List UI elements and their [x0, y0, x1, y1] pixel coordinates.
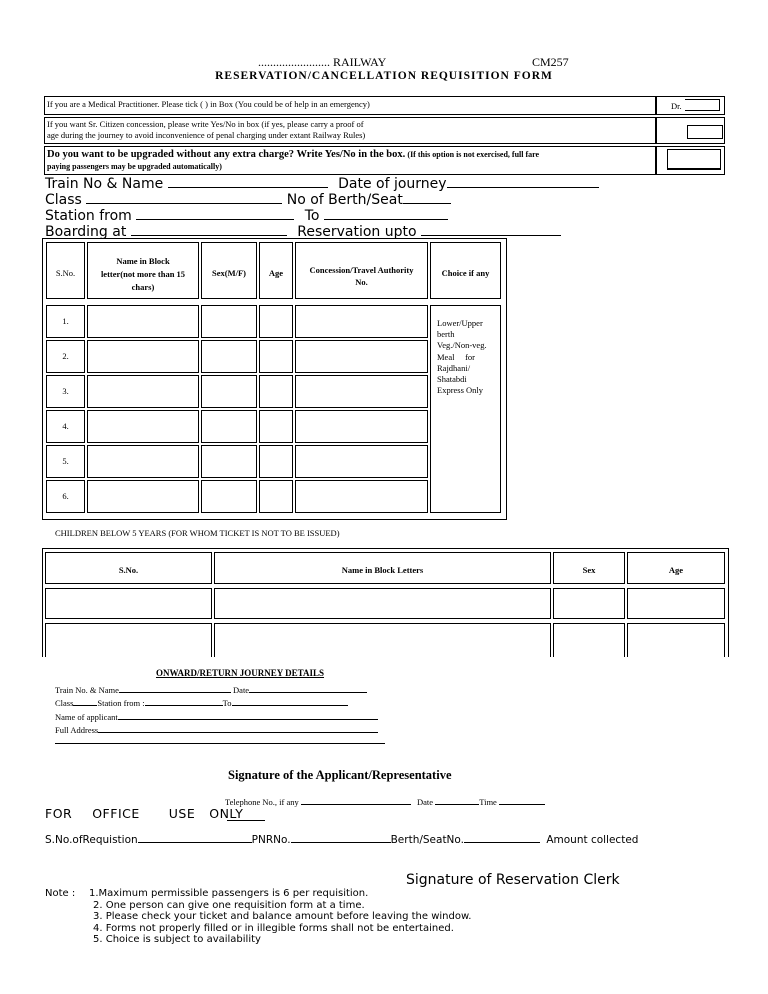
- child-sex-input[interactable]: [553, 623, 625, 657]
- onward-station-input[interactable]: [145, 696, 223, 706]
- header-name-line1: Name in Block: [116, 256, 170, 266]
- clerk-signature-label: Signature of Reservation Clerk: [406, 872, 620, 888]
- onward-train-input[interactable]: [119, 683, 231, 693]
- upgrade-note2: paying passengers may be upgraded automatically): [47, 162, 222, 171]
- choice-line: Rajdhani/: [437, 362, 471, 373]
- date-of-journey-input[interactable]: [447, 175, 599, 188]
- row-sno: [46, 410, 85, 443]
- passenger-sex-input[interactable]: [201, 410, 257, 443]
- note-item: 5. Choice is subject to availability: [93, 934, 261, 945]
- header-name-line2: letter(not more than 15: [100, 269, 186, 279]
- passenger-age-input[interactable]: [259, 305, 293, 338]
- amount-collected-label: Amount collected: [546, 834, 639, 846]
- passenger-age-input[interactable]: [259, 410, 293, 443]
- date-of-journey-label: Date of journey: [338, 176, 447, 192]
- passenger-concession-input[interactable]: [295, 445, 428, 478]
- onward-to-input[interactable]: [232, 696, 348, 706]
- onward-train-label: Train No. & Name: [55, 685, 119, 695]
- choice-cell[interactable]: [430, 305, 501, 513]
- office-use-heading: [45, 806, 243, 821]
- row-sno: [46, 305, 85, 338]
- note-item: 3. Please check your ticket and balance amount before leaving the window.: [93, 911, 472, 922]
- onward-title: ONWARD/RETURN JOURNEY DETAILS: [155, 668, 325, 678]
- children-table: [42, 548, 729, 657]
- berth-input[interactable]: [403, 191, 451, 204]
- telephone-input[interactable]: [301, 795, 411, 805]
- upgrade-answer-box[interactable]: [656, 146, 725, 175]
- child-header-name-text: Name in Block Letters: [341, 565, 424, 575]
- form-title: RESERVATION/CANCELLATION REQUISITION FORM: [215, 70, 553, 82]
- row-sno-text: 2.: [62, 351, 69, 361]
- boarding-label: Boarding at: [45, 224, 127, 240]
- passenger-sex-input[interactable]: [201, 305, 257, 338]
- berth-seat-label: Berth/SeatNo.: [390, 834, 464, 846]
- onward-row-4: [55, 723, 378, 735]
- onward-class-input[interactable]: [73, 696, 97, 706]
- berth-label: No of Berth/Seat: [286, 192, 403, 208]
- passenger-sex-input[interactable]: [201, 340, 257, 373]
- medical-answer-box[interactable]: [656, 96, 725, 115]
- child-header-sno: [45, 552, 212, 584]
- telephone-label: Telephone No., if any: [225, 797, 299, 807]
- choice-line: berth: [437, 329, 455, 340]
- to-label: To: [304, 208, 320, 224]
- passenger-sex-input[interactable]: [201, 445, 257, 478]
- tel-date-input[interactable]: [435, 795, 479, 805]
- passenger-sex-input[interactable]: [201, 375, 257, 408]
- passenger-name-input[interactable]: [87, 340, 199, 373]
- passenger-concession-input[interactable]: [295, 340, 428, 373]
- header-age-text: Age: [268, 268, 284, 278]
- passenger-age-input[interactable]: [259, 340, 293, 373]
- tel-date-label: Date: [417, 797, 434, 807]
- children-caption: CHILDREN BELOW 5 YEARS (FOR WHOM TICKET IS NOT TO BE ISSUED): [55, 528, 340, 538]
- choice-line: Veg./Non-veg.: [437, 340, 487, 351]
- train-no-label: Train No & Name: [45, 176, 164, 192]
- class-label: Class: [45, 192, 82, 208]
- medical-question-text: If you are a Medical Practitioner. Please tick ( ) in Box (You could be of help in an emergency): [47, 99, 370, 109]
- dr-input-box[interactable]: [685, 99, 720, 111]
- header-concession-line2: No.: [355, 277, 368, 287]
- header-sno-text: S.No.: [55, 268, 76, 278]
- berth-seat-input[interactable]: [464, 832, 540, 843]
- passenger-concession-input[interactable]: [295, 480, 428, 513]
- passenger-name-input[interactable]: [87, 410, 199, 443]
- office-for: FOR: [45, 806, 73, 821]
- child-header-name: [214, 552, 551, 584]
- onward-date-input[interactable]: [249, 683, 367, 693]
- tel-time-input[interactable]: [499, 795, 545, 805]
- header-sno: [46, 242, 85, 299]
- child-age-input[interactable]: [627, 623, 725, 657]
- class-input[interactable]: [86, 191, 282, 204]
- header-sex: [201, 242, 257, 299]
- row-sno: [46, 375, 85, 408]
- notes: [45, 888, 471, 946]
- railway-header: [258, 55, 386, 70]
- passenger-name-input[interactable]: [87, 375, 199, 408]
- child-age-input[interactable]: [627, 588, 725, 619]
- passenger-age-input[interactable]: [259, 480, 293, 513]
- onward-class-label: Class: [55, 698, 74, 708]
- reservation-upto-input[interactable]: [421, 223, 561, 236]
- note-item: 1.Maximum permissible passengers is 6 per requisition.: [89, 888, 369, 899]
- child-name-input[interactable]: [214, 623, 551, 657]
- onward-row-2: [55, 696, 348, 708]
- choice-line: Lower/Upper: [437, 318, 483, 328]
- row-sno-text: 5.: [62, 456, 69, 466]
- address-input-line2[interactable]: [55, 743, 385, 744]
- senior-input-box[interactable]: [687, 125, 723, 139]
- onward-to-label: To: [222, 698, 232, 708]
- child-name-input[interactable]: [214, 588, 551, 619]
- child-header-age-text: Age: [668, 565, 684, 575]
- passenger-name-input[interactable]: [87, 305, 199, 338]
- choice-line: Meal for: [437, 351, 476, 362]
- requisition-sno-label: S.No.ofRequistion: [45, 834, 138, 846]
- applicant-label: Name of applicant: [55, 712, 118, 722]
- row-sno-text: 3.: [62, 386, 69, 396]
- header-concession-line1: Concession/Travel Authority: [309, 265, 414, 275]
- office-only: ONLY: [209, 806, 244, 821]
- form-code: CM257: [532, 55, 569, 69]
- journey-row-2: [45, 191, 451, 208]
- passenger-table: [42, 238, 507, 520]
- senior-answer-box[interactable]: [656, 117, 725, 144]
- header-concession: [295, 242, 428, 299]
- applicant-input[interactable]: [118, 710, 378, 720]
- row-sno-text: 1.: [62, 316, 69, 326]
- notes-label: Note :: [45, 888, 76, 899]
- choice-line: Express Only: [437, 385, 484, 396]
- child-sex-input[interactable]: [553, 588, 625, 619]
- row-sno-text: 4.: [62, 421, 69, 431]
- passenger-age-input[interactable]: [259, 375, 293, 408]
- child-sno-input[interactable]: [45, 623, 212, 657]
- telephone-row: [225, 795, 545, 807]
- header-name-line3: chars): [131, 282, 155, 292]
- station-from-label: Station from: [45, 208, 132, 224]
- child-header-age: [627, 552, 725, 584]
- row-sno: [46, 445, 85, 478]
- upgrade-note1: (If this option is not exercised, full fare: [407, 150, 540, 159]
- reservation-upto-label: Reservation upto: [297, 224, 417, 240]
- header-choice: [430, 242, 501, 299]
- journey-row-1: [45, 175, 599, 192]
- railway-name-blank: ........................: [258, 55, 330, 69]
- header-name: [87, 242, 199, 299]
- header-sex-text: Sex(M/F): [212, 268, 246, 278]
- passenger-concession-input[interactable]: [295, 410, 428, 443]
- passenger-concession-input[interactable]: [295, 375, 428, 408]
- senior-question-line2: age during the journey to avoid inconvenience of penal charging under extant Railway Rules): [47, 130, 366, 140]
- passenger-sex-input[interactable]: [201, 480, 257, 513]
- journey-row-3: [45, 207, 448, 224]
- onward-row-1: [55, 683, 367, 695]
- station-from-input[interactable]: [136, 207, 294, 220]
- passenger-concession-input[interactable]: [295, 305, 428, 338]
- requisition-sno-input[interactable]: [138, 832, 252, 843]
- office-office: OFFICE: [92, 806, 140, 821]
- row-sno-text: 6.: [62, 491, 69, 501]
- boarding-input[interactable]: [131, 223, 287, 236]
- upgrade-input-box[interactable]: [667, 149, 721, 170]
- passenger-name-input[interactable]: [87, 445, 199, 478]
- applicant-signature-label: Signature of the Applicant/Representative: [228, 768, 452, 782]
- pnr-label: PNRNo.: [251, 834, 291, 846]
- address-label: Full Address: [55, 725, 99, 735]
- onward-station-label: Station from :: [97, 698, 145, 708]
- passenger-age-input[interactable]: [259, 445, 293, 478]
- choice-line: Shatabdi: [437, 374, 467, 385]
- passenger-name-input[interactable]: [87, 480, 199, 513]
- upgrade-question-bold: Do you want to be upgraded without any extra charge? Write Yes/No in the box.: [47, 149, 406, 160]
- pnr-input[interactable]: [291, 832, 391, 843]
- dr-label: Dr.: [671, 101, 682, 111]
- row-sno: [46, 480, 85, 513]
- note-item: 4. Forms not properly filled or in illegible forms shall not be entertained.: [93, 922, 454, 934]
- address-input[interactable]: [98, 723, 378, 733]
- row-sno: [46, 340, 85, 373]
- senior-question-line1: If you want Sr. Citizen concession, please write Yes/No in box (if yes, please carry a proof of: [47, 119, 364, 129]
- train-no-input[interactable]: [168, 175, 328, 188]
- office-fields-row: [45, 832, 638, 846]
- child-header-sex: [553, 552, 625, 584]
- choice-text: [437, 318, 487, 396]
- child-sno-input[interactable]: [45, 588, 212, 619]
- child-header-sex-text: Sex: [582, 565, 596, 575]
- header-choice-text: Choice if any: [441, 268, 490, 278]
- senior-citizen-question: [44, 117, 656, 144]
- medical-question: [44, 96, 656, 115]
- note-item: 2. One person can give one requisition form at a time.: [93, 899, 365, 911]
- child-header-sno-text: S.No.: [118, 565, 139, 575]
- upgrade-question: [44, 146, 656, 175]
- onward-row-3: [55, 710, 378, 722]
- to-input[interactable]: [324, 207, 448, 220]
- office-use: USE: [168, 806, 196, 821]
- office-only-underline: [227, 820, 265, 821]
- tel-time-label: Time: [479, 797, 497, 807]
- header-age: [259, 242, 293, 299]
- onward-date-label: Date: [233, 685, 250, 695]
- railway-label: RAILWAY: [333, 55, 387, 69]
